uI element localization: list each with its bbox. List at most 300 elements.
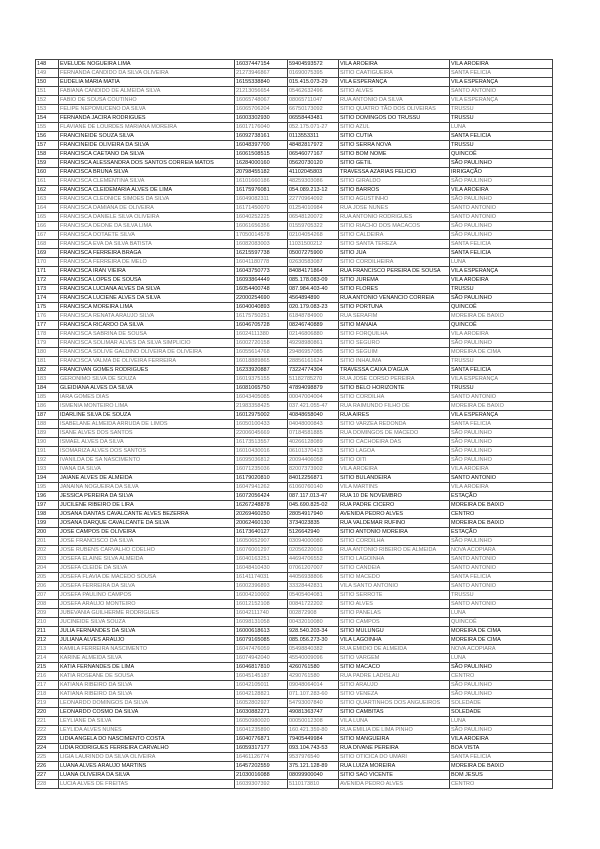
cell-nis-number: 16050980020 [235,717,288,726]
cell-cpf-number: 4260761580 [288,663,339,672]
cell-nis-number: 16072056424 [235,492,288,501]
cell-locality: SÃO PAULINHO [450,177,553,186]
cell-cpf-number: 11031500212 [288,240,339,249]
cell-row-number: 203 [36,555,59,564]
cell-locality: VILA AROEIRA [450,60,553,69]
cell-full-name: JOSEFA ARAUJO MONTEIRO [59,600,235,609]
cell-full-name: JOSE RUBENS CARVALHO COELHO [59,546,235,555]
table-row [36,204,553,213]
cell-locality: SÃO PAULINHO [450,726,553,735]
cell-locality: QUINCOÊ [450,150,553,159]
cell-locality: VILA ESPERANÇA [450,78,553,87]
table-row [36,330,553,339]
cell-nis-number: 16003302930 [235,114,288,123]
cell-cpf-number: 05498840382 [288,645,339,654]
cell-full-name: JOSANA DARQUE CAVALCANTE DA SILVA [59,519,235,528]
cell-cpf-number: 59404593572 [288,60,339,69]
table-row [36,483,553,492]
table-row [36,717,553,726]
cell-nis-number: 20269460250 [235,510,288,519]
cell-cpf-number: 020.179.083-23 [288,303,339,312]
cell-address: TRAVESSA CAIXA D'AGUA [339,366,450,375]
cell-full-name: FRANCISCA DAMIANA DE OLIVEIRA [59,204,235,213]
table-row [36,411,553,420]
cell-row-number: 205 [36,573,59,582]
cell-row-number: 228 [36,780,59,789]
cell-full-name: JUCILENE RIBEIRO DE LIRA [59,501,235,510]
cell-address: SITIO QUATRO TÃO DOS OLIVEIRAS [339,105,450,114]
cell-address: SITIO VENEZA [339,690,450,699]
cell-full-name: LEONARDO COSMO DA SILVA [59,708,235,717]
cell-nis-number: 16055614768 [235,348,288,357]
cell-full-name: FRANCISCA LUCIANA ALVES DA SILVA [59,285,235,294]
cell-full-name: JUBEVANIA GUILHERME RODRIGUES [59,609,235,618]
cell-cpf-number: 00047004004 [288,393,339,402]
cell-row-number: 174 [36,294,59,303]
cell-address: VILA AROEIRA [339,60,450,69]
cell-row-number: 225 [36,753,59,762]
cell-row-number: 226 [36,762,59,771]
cell-cpf-number: 84084171864 [288,267,339,276]
cell-locality: SANTO ANTONIO [450,555,553,564]
cell-full-name: KAMILA FERREIRA NASCIMENTO [59,645,235,654]
cell-full-name: FRANCISCA LOPES DE SOUSA [59,276,235,285]
cell-row-number: 151 [36,87,59,96]
cell-cpf-number: 002872908 [288,609,339,618]
cell-address: RUA ANTONIO VENANCIO CORREIA [339,294,450,303]
cell-address: RUA VALDEMAR RUFINO [339,519,450,528]
cell-locality: MOREIRA DE BAIXO [450,312,553,321]
cell-full-name: LEYLIANE DA SILVA [59,717,235,726]
table-row [36,663,553,672]
table-row [36,636,553,645]
table-row [36,249,553,258]
cell-full-name: JAIANE ALVES DE ALMEIDA [59,474,235,483]
cell-row-number: 227 [36,771,59,780]
table-row [36,96,553,105]
cell-row-number: 219 [36,699,59,708]
cell-full-name: JOSEFA PAULINO CAMPOS [59,591,235,600]
table-row [36,195,553,204]
cell-address: SITIO BELO HORIZONTE [339,384,450,393]
cell-cpf-number: 54793007840 [288,699,339,708]
table-row [36,645,553,654]
cell-locality: SANTA FELICIA [450,420,553,429]
table-row [36,456,553,465]
cell-full-name: FABIANA CANDIDO DE ALMEIDA SILVA [59,87,235,96]
table-row [36,771,553,780]
cell-row-number: 224 [36,744,59,753]
cell-nis-number: 16037447154 [235,60,288,69]
cell-address: RUA AIRES [339,411,450,420]
cell-cpf-number: 5126642940 [288,528,339,537]
cell-nis-number: 16050100433 [235,420,288,429]
cell-cpf-number: 08099900040 [288,771,339,780]
cell-nis-number: 16233920887 [235,366,288,375]
cell-full-name: FRANCIVAN GOMES RODRIGUES [59,366,235,375]
cell-cpf-number: 4290761580 [288,672,339,681]
table-row [36,150,553,159]
cell-address: SITIO ANTONIO MOREIRA [339,528,450,537]
cell-locality: SÃO PAULINHO [450,663,553,672]
cell-row-number: 212 [36,636,59,645]
cell-address: SITIO BOM NOME [339,150,450,159]
cell-row-number: 171 [36,267,59,276]
cell-full-name: JANAINA NOGUEIRA DA SILVA [59,483,235,492]
cell-row-number: 176 [36,312,59,321]
cell-row-number: 213 [36,645,59,654]
cell-row-number: 204 [36,564,59,573]
cell-full-name: JOSEFA ELAINE SILVA ALMEIDA [59,555,235,564]
cell-nis-number: 16082083003 [235,240,288,249]
cell-locality: SANTO ANTONIO [450,393,553,402]
cell-address: RUA RAIMUNDO FILHO DE [339,402,450,411]
cell-locality: SANTO ANTONIO [450,213,553,222]
cell-nis-number: 16457202559 [235,762,288,771]
cell-full-name: EUDELIA MARIA MATIA [59,78,235,87]
table-row [36,285,553,294]
cell-locality: VILA AROEIRA [450,276,553,285]
cell-address: SITIO SERRA NOVA [339,141,450,150]
cell-cpf-number: 9537976540 [288,753,339,762]
cell-cpf-number: 45540009096 [288,654,339,663]
cell-cpf-number: 22770964092 [288,195,339,204]
table-row [36,573,553,582]
cell-address: RUA SERAFIM [339,312,450,321]
cell-cpf-number: 928.540.203-34 [288,627,339,636]
cell-locality: SANTA FELICIA [450,249,553,258]
cell-cpf-number: 02146806880 [288,330,339,339]
cell-full-name: LIGIA LAURINDO DA SILVA OLIVEIRA [59,753,235,762]
cell-address: SITIO CORDILHA [339,537,450,546]
cell-nis-number: 16093864449 [235,276,288,285]
table-row [36,690,553,699]
table-row [36,276,553,285]
cell-row-number: 153 [36,105,59,114]
cell-locality: SÃO PAULINHO [450,537,553,546]
cell-full-name: JOSEFA FLAVIA DE MACEDO SOUSA [59,573,235,582]
cell-locality: VILA ESPERANÇA [450,267,553,276]
cell-nis-number: 16041235890 [235,726,288,735]
cell-cpf-number: 06546077167 [288,150,339,159]
cell-nis-number: 16175976081 [235,186,288,195]
cell-nis-number: 16065706204 [235,105,288,114]
cell-nis-number: 16048410430 [235,564,288,573]
cell-locality: SÃO PAULINHO [450,438,553,447]
cell-cpf-number: 015.415.073-29 [288,78,339,87]
cell-nis-number: 20062460130 [235,519,288,528]
cell-address: VILA SANTO ANTONIO [339,582,450,591]
cell-address: VILA LAGOINHA [339,636,450,645]
cell-full-name: KARINE ALMEIDA SILVA [59,654,235,663]
cell-full-name: ISANE ALVES DOS SANTOS [59,429,235,438]
table-row [36,555,553,564]
table-row [36,510,553,519]
cell-full-name: FRANCISCA BRUNA SILVA [59,168,235,177]
cell-locality: NOVA ACOPIARA [450,546,553,555]
table-row [36,105,553,114]
cell-nis-number: 16054400748 [235,285,288,294]
cell-full-name: KATIANA RIBEIRO DA SILVA [59,681,235,690]
cell-cpf-number: 44694706552 [288,555,339,564]
cell-locality: BOA VISTA [450,744,553,753]
cell-full-name: LUANA OLIVEIRA DA SILVA [59,771,235,780]
cell-locality: ESTAÇÃO [450,492,553,501]
cell-locality: SANTO ANTONIO [450,600,553,609]
table-row [36,582,553,591]
cell-locality: SÃO PAULINHO [450,456,553,465]
cell-locality: SANTO ANTONIO [450,204,553,213]
cell-address: SITIO ARAUJO [339,681,450,690]
cell-address: RUA JOSE NUNES [339,204,450,213]
cell-cpf-number: 3734023835 [288,519,339,528]
table-row [36,618,553,627]
cell-address: RUA LUIZA MOREIRA [339,762,450,771]
cell-full-name: FRANCISCA RENATA ARAUJO SILVA [59,312,235,321]
cell-address: SITIO OITI [339,456,450,465]
cell-nis-number: 16045145187 [235,672,288,681]
table-row [36,465,553,474]
cell-row-number: 169 [36,249,59,258]
cell-row-number: 172 [36,276,59,285]
table-row [36,375,553,384]
cell-nis-number: 16081065750 [235,384,288,393]
cell-full-name: KATIA ROSEANE DE SOUSA [59,672,235,681]
table-row [36,708,553,717]
cell-address: SITIO CAMBITAS [339,708,450,717]
table-row [36,69,553,78]
cell-locality: SÃO PAULINHO [450,294,553,303]
cell-locality: SANTA FELICIA [450,573,553,582]
cell-full-name: FERNANDA CANDIDO DA SILVA OLIVEIRA [59,69,235,78]
cell-locality: SOLEDADE [450,708,553,717]
cell-row-number: 177 [36,321,59,330]
cell-nis-number: 21030016088 [235,771,288,780]
cell-full-name: FRANCISCA FERREIRA BRAGA [59,249,235,258]
cell-nis-number: 16047476059 [235,645,288,654]
cell-locality: MOREIRA DE BAIXO [450,402,553,411]
cell-nis-number: 16043750773 [235,267,288,276]
cell-locality: QUINCOÊ [450,321,553,330]
cell-locality: CENTRO [450,672,553,681]
cell-row-number: 191 [36,447,59,456]
cell-nis-number: 16155338840 [235,78,288,87]
cell-full-name: FRANCINEIDE OLIVEIRA DA SILVA [59,141,235,150]
cell-nis-number: 16017176040 [235,123,288,132]
cell-address: SITIO BULANDEIRA [339,474,450,483]
cell-locality: SÃO PAULINHO [450,159,553,168]
cell-nis-number: 16065748067 [235,96,288,105]
cell-cpf-number: 01559705322 [288,222,339,231]
cell-cpf-number: 054.089.213-12 [288,186,339,195]
cell-locality: SÃO PAULINHO [450,429,553,438]
table-row [36,222,553,231]
cell-full-name: LEYLIDA ALVES NUNES [59,726,235,735]
cell-cpf-number: 61060760140 [288,483,339,492]
cell-row-number: 189 [36,429,59,438]
cell-full-name: IVANA DA SILVA [59,465,235,474]
cell-row-number: 210 [36,618,59,627]
cell-row-number: 206 [36,582,59,591]
cell-full-name: IARA GOMES DIAS [59,393,235,402]
cell-address: SITIO PANELAS [339,609,450,618]
cell-full-name: GERONIMO SILVA DE SOUZA [59,375,235,384]
cell-full-name: FRANCISCA VALMA DE OLIVEIRA FERREIRA [59,357,235,366]
cell-nis-number: 16000618613 [235,627,288,636]
table-row [36,240,553,249]
cell-cpf-number: 82007373902 [288,465,339,474]
cell-address: SITIO SERROTE [339,591,450,600]
cell-cpf-number: 48259303086 [288,177,339,186]
cell-locality: MOREIRA DE CIMA [450,627,553,636]
cell-cpf-number: 085.178.083-09 [288,276,339,285]
table-row [36,321,553,330]
cell-row-number: 155 [36,123,59,132]
cell-nis-number: 16042128821 [235,690,288,699]
cell-row-number: 173 [36,285,59,294]
cell-nis-number: 16061656356 [235,222,288,231]
cell-row-number: 218 [36,690,59,699]
cell-full-name: KATIA FERNANDES DE LIMA [59,663,235,672]
cell-nis-number: 16098131058 [235,618,288,627]
cell-nis-number: 16049082311 [235,195,288,204]
cell-row-number: 198 [36,510,59,519]
cell-locality: MOREIRA DE CIMA [450,636,553,645]
cell-row-number: 199 [36,519,59,528]
cell-row-number: 154 [36,114,59,123]
table-row [36,519,553,528]
table-row [36,627,553,636]
table-row [36,294,553,303]
records-table-body [36,60,553,789]
cell-full-name: FRANCISCA CLEONICE SIMOES DA SILVA [59,195,235,204]
table-row [36,600,553,609]
cell-locality: SANTA FELICIA [450,753,553,762]
cell-address: SITIO RIACHO DOS MACACOS [339,222,450,231]
cell-row-number: 167 [36,231,59,240]
table-row [36,429,553,438]
cell-full-name: LIDIA RODRIGUES FERREIRA CARVALHO [59,744,235,753]
cell-row-number: 222 [36,726,59,735]
cell-nis-number: 16012975002 [235,411,288,420]
table-row [36,546,553,555]
cell-full-name: ISOMARIZA ALVES DOS SANTOS [59,447,235,456]
cell-address: SITIO LAGOINHA [339,555,450,564]
cell-locality: MOREIRA DE BAIXO [450,519,553,528]
cell-address: TRAVESSA AZARIAS FELICIO [339,168,450,177]
cell-locality: VILA AROEIRA [450,465,553,474]
cell-row-number: 195 [36,483,59,492]
cell-cpf-number: 84012256871 [288,474,339,483]
cell-address: SITIO CANDEIA [339,564,450,573]
cell-nis-number: 16461126774 [235,753,288,762]
table-row [36,231,553,240]
cell-cpf-number: 03094000080 [288,537,339,546]
cell-nis-number: 16042105011 [235,681,288,690]
cell-cpf-number: 28054917940 [288,510,339,519]
cell-address: SITIO LAGOA [339,447,450,456]
table-row [36,339,553,348]
cell-cpf-number: 4564894890 [288,294,339,303]
cell-address: VILA ESPERANÇA [339,78,450,87]
cell-cpf-number: 02056220016 [288,546,339,555]
cell-cpf-number: 08246740889 [288,321,339,330]
cell-locality: ESTAÇÃO [450,528,553,537]
cell-nis-number: 16018889865 [235,357,288,366]
cell-row-number: 208 [36,600,59,609]
cell-cpf-number: 05620730120 [288,159,339,168]
cell-nis-number: 16215597738 [235,249,288,258]
cell-nis-number: 16267248878 [235,501,288,510]
cell-row-number: 175 [36,303,59,312]
cell-full-name: FRANCINEIDE SOUZA SILVA [59,132,235,141]
cell-address: RUA 10 DE NOVEMBRO [339,492,450,501]
cell-full-name: FRANCISCA DOTAETE SILVA [59,231,235,240]
table-row [36,654,553,663]
cell-address: VILA AROEIRA [339,465,450,474]
cell-locality: SANTA FELICIA [450,69,553,78]
cell-row-number: 196 [36,492,59,501]
cell-full-name: ISMAEL ALVES DA SILVA [59,438,235,447]
cell-row-number: 160 [36,168,59,177]
cell-cpf-number: 40848658040 [288,411,339,420]
cell-row-number: 168 [36,240,59,249]
records-table [35,59,553,789]
cell-cpf-number: 05462632496 [288,87,339,96]
cell-nis-number: 16076001297 [235,546,288,555]
cell-address: RUA DOMINGOS DE MACEDO [339,429,450,438]
cell-address: RUA ANTONIO RODRIGUES [339,213,450,222]
cell-full-name: FRANCISCA CAETANO DA SILVA [59,150,235,159]
cell-row-number: 157 [36,141,59,150]
cell-row-number: 202 [36,546,59,555]
cell-nis-number: 16040252225 [235,213,288,222]
cell-full-name: FELIPE NEPOMUCENO DA SILVA [59,105,235,114]
cell-full-name: JESSICA PEREIRA DA SILVA [59,492,235,501]
cell-full-name: JOSANA DANTAS CAVALCANTE ALVES BEZERRA [59,510,235,519]
cell-full-name: JULIA FERNANDES DA SILVA [59,627,235,636]
cell-nis-number: 16050652907 [235,537,288,546]
cell-full-name: EVELUDE NOGUEIRA LIMA [59,60,235,69]
cell-row-number: 200 [36,528,59,537]
cell-nis-number: 16074942040 [235,654,288,663]
cell-cpf-number: 071.107.283-60 [288,690,339,699]
table-row [36,78,553,87]
cell-full-name: JUCINEIDE SILVA SOUZA [59,618,235,627]
cell-full-name: FRANCISCA IRAN VIEIRA [59,267,235,276]
cell-locality: CENTRO [450,510,553,519]
cell-nis-number: 16041180778 [235,258,288,267]
cell-cpf-number: 06558443481 [288,114,339,123]
cell-row-number: 183 [36,375,59,384]
cell-locality: LUNA [450,717,553,726]
cell-nis-number: 21213056654 [235,87,288,96]
table-row [36,258,553,267]
cell-row-number: 182 [36,366,59,375]
cell-full-name: LEONARDO DOMINGOS DA SILVA [59,699,235,708]
cell-address: SITIO MANGUEIRA [339,735,450,744]
table-row [36,564,553,573]
cell-address: RUA ANTONIO DA SILVA [339,96,450,105]
cell-locality: SANTA FELICIA [450,132,553,141]
table-row [36,591,553,600]
cell-row-number: 192 [36,456,59,465]
table-row [36,357,553,366]
cell-cpf-number: 73224774304 [288,366,339,375]
cell-locality: SANTA FELICIA [450,240,553,249]
table-row [36,60,553,69]
cell-address: SITIO CORDILHEIRA [339,258,450,267]
